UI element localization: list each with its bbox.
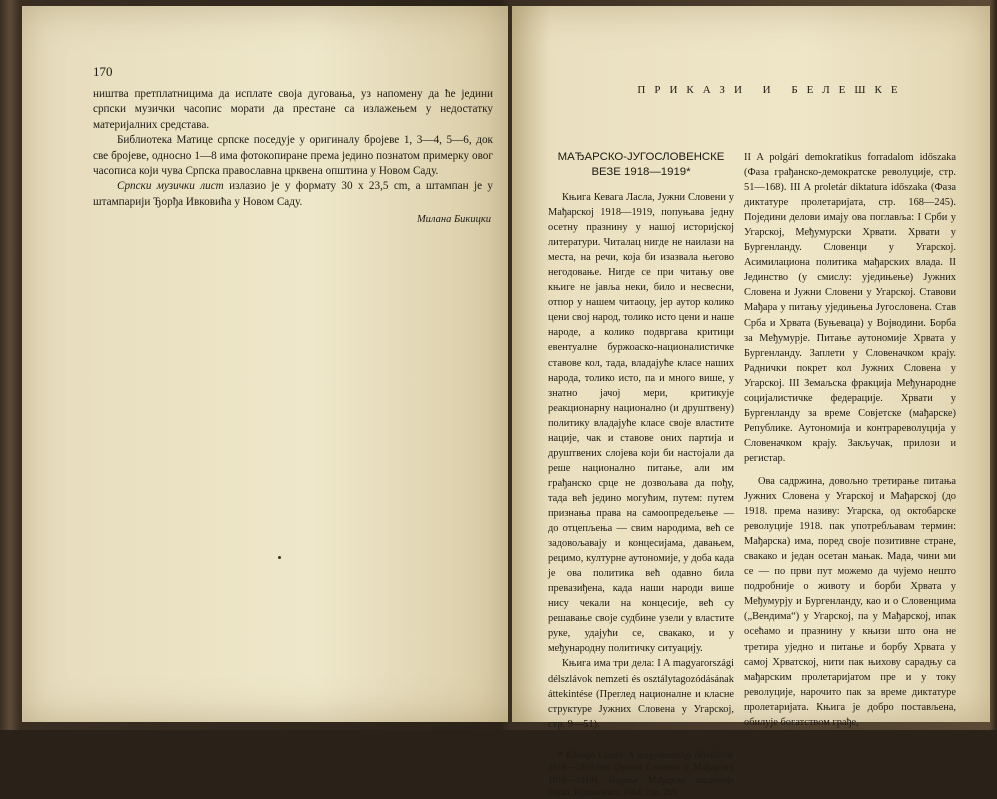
left-page xyxy=(22,6,508,722)
paragraph: Библиотека Матице српске поседује у оригиналу бројеве 1, 3—4, 5—6, док све бројеве, односно 1—8 има фотокопиране према једино познатом примерку овог часописа који чува Српска православна црквена општина у Новом Саду. xyxy=(93,134,493,178)
left-column xyxy=(548,150,734,799)
paragraph: Књига Кевага Ласла, Јужни Словени у Мађарској 1918—1919, попуњава једну осетну празнину у нашој историјској литератури. Читалац нигде не наилази на места, на речи, која би изазвала његово негодовање. Нигде се при читању ове књиге не јавља неки, било и несвесни, отпор у нашем читаоцу, јер аутор колико цени свој народ, толико исто цени и наше народе, а колико подвргава критици евентуалне буржоаско-националистичке ставове кол, тада, владајуће класе наших народа, толико исто, па и много више, у знатно јачој мери, критикује реакционарну национално (и друштвену) политику владајуће класе своје властите нације, чак и ставове оних партија и друштвених слојева који би настојали да реше национално питање, али им грађанско срце не дозвољава да пођу, тада већ једино могућим, путем: путем признања права на самоопредељење — до отцепљења — свим народима, већ се задовољавају и концесијама, давањем, рецимо, културне аутономије, у доба када је ова политика већ одавно била превазиђена, када наши народи више нису чекали на концесије, већ су решавање своје судбине узели у властите руке, удајући се, свакако, и у међународну политичку ситуацију. xyxy=(548,192,734,655)
paragraph xyxy=(93,179,493,210)
paragraph: ништва претплатницима да исплате своја дуговања, уз напомену да ће једини српски музички часопис морати да престане са излажењем у недостатку материјалних средстава. xyxy=(93,88,493,131)
article-title-line: ВЕЗЕ 1918—1919* xyxy=(591,166,691,178)
stray-mark xyxy=(278,556,281,559)
paragraph: Ова садржина, довољно третирање питања Јужних Словена у Угарској и Мађарској (до 1918. према називу: Угарска, од октобарске револуције 1918. пак употребљавам термин: Мађарска) има, поред своје позитивне стране, свакако и један осетан мањак. Мада, чини ми се — по први пут можемо да чујемо нешто подробније о животу и борби Хрвата у Међумурју и Бургенланду, као и о Словенцима („Вендима“) у Угарској, па у Мађарској, ипак осећамо и празнину у књизи што она не третира уједно и питање и борбу Хрвата у самој Хрватској, нити пак њихову сарадњу са мађарским пролетаријатом пре и у току револуције, нарочито пак за време диктатуре пролетаријата. Књига је добро постављена, обилује богатством грађе, xyxy=(744,475,956,728)
paragraph-text: излазио је у формату 30 x 23,5 cm, а штампан је у штампарији Ђорђа Ивковића у Новом Саду. xyxy=(93,180,493,208)
footnote-rule xyxy=(548,742,584,743)
article-title-line: МАЂАРСКО-ЈУГОСЛОВЕНСКЕ xyxy=(557,151,725,163)
footnote: * Kővágó László: A magyarországi délszlávok 1918—1919-ben (Јужни Словени у Мађарској 1918—1919). Издање Мађарске академије наука, Будимпешт, 1964. стр. 269. xyxy=(548,749,734,798)
right-column xyxy=(744,150,956,730)
journal-title: Српски музички лист xyxy=(117,180,224,193)
page-number: 170 xyxy=(93,64,113,79)
left-page-text xyxy=(93,87,493,228)
author-signature: Милана Бикицки xyxy=(416,214,491,226)
right-page xyxy=(512,6,990,798)
paragraph: Књига има три дела: I A magyarországi délszlávok nemzeti és osztálytagozódásának áttekintése (Преглед националне и класне структуре Јужних Словена у Угарској, стр. 9—51). xyxy=(548,658,734,730)
paragraph: II A polgári demokratikus forradalom időszaka (Фаза грађанско-демократске револуције, стр. 51—168). III A proletár diktatura időszaka (Фаза диктатуре пролетаријата, стр. 168—245). Поједини делови имају ова поглавља: I Срби у Угарској, Међумурски Хрвати. Хрвати у Бургенланду. Словенци у Угарској. Асимилациона политика мађарских влада. II Јединство (у смислу: уједињење) Јужних Словена и Јужни Словени у Угарској. Ставови Мађара у питању уједињења Југословена. Став Срба и Хрвата (Буњеваца) у Војводини. Борба за Међумурје. Питање аутономије Хрвата у Бургенланду. Заплети у Словеначком крају. Раднички покрет кол Јужних Словена у Угарској. III Земаљска фракција Међународне социјалистичке федерације. Хрвати у Бургенланду за време Совјетске (мађарске) Републике. Аутономија и контрареволуција у Словеначком крају. Закључак, прилози и регистар. xyxy=(744,152,956,464)
running-header: ПРИКАЗИ И БЕЛЕШКЕ xyxy=(637,84,907,96)
article-title xyxy=(548,150,734,180)
